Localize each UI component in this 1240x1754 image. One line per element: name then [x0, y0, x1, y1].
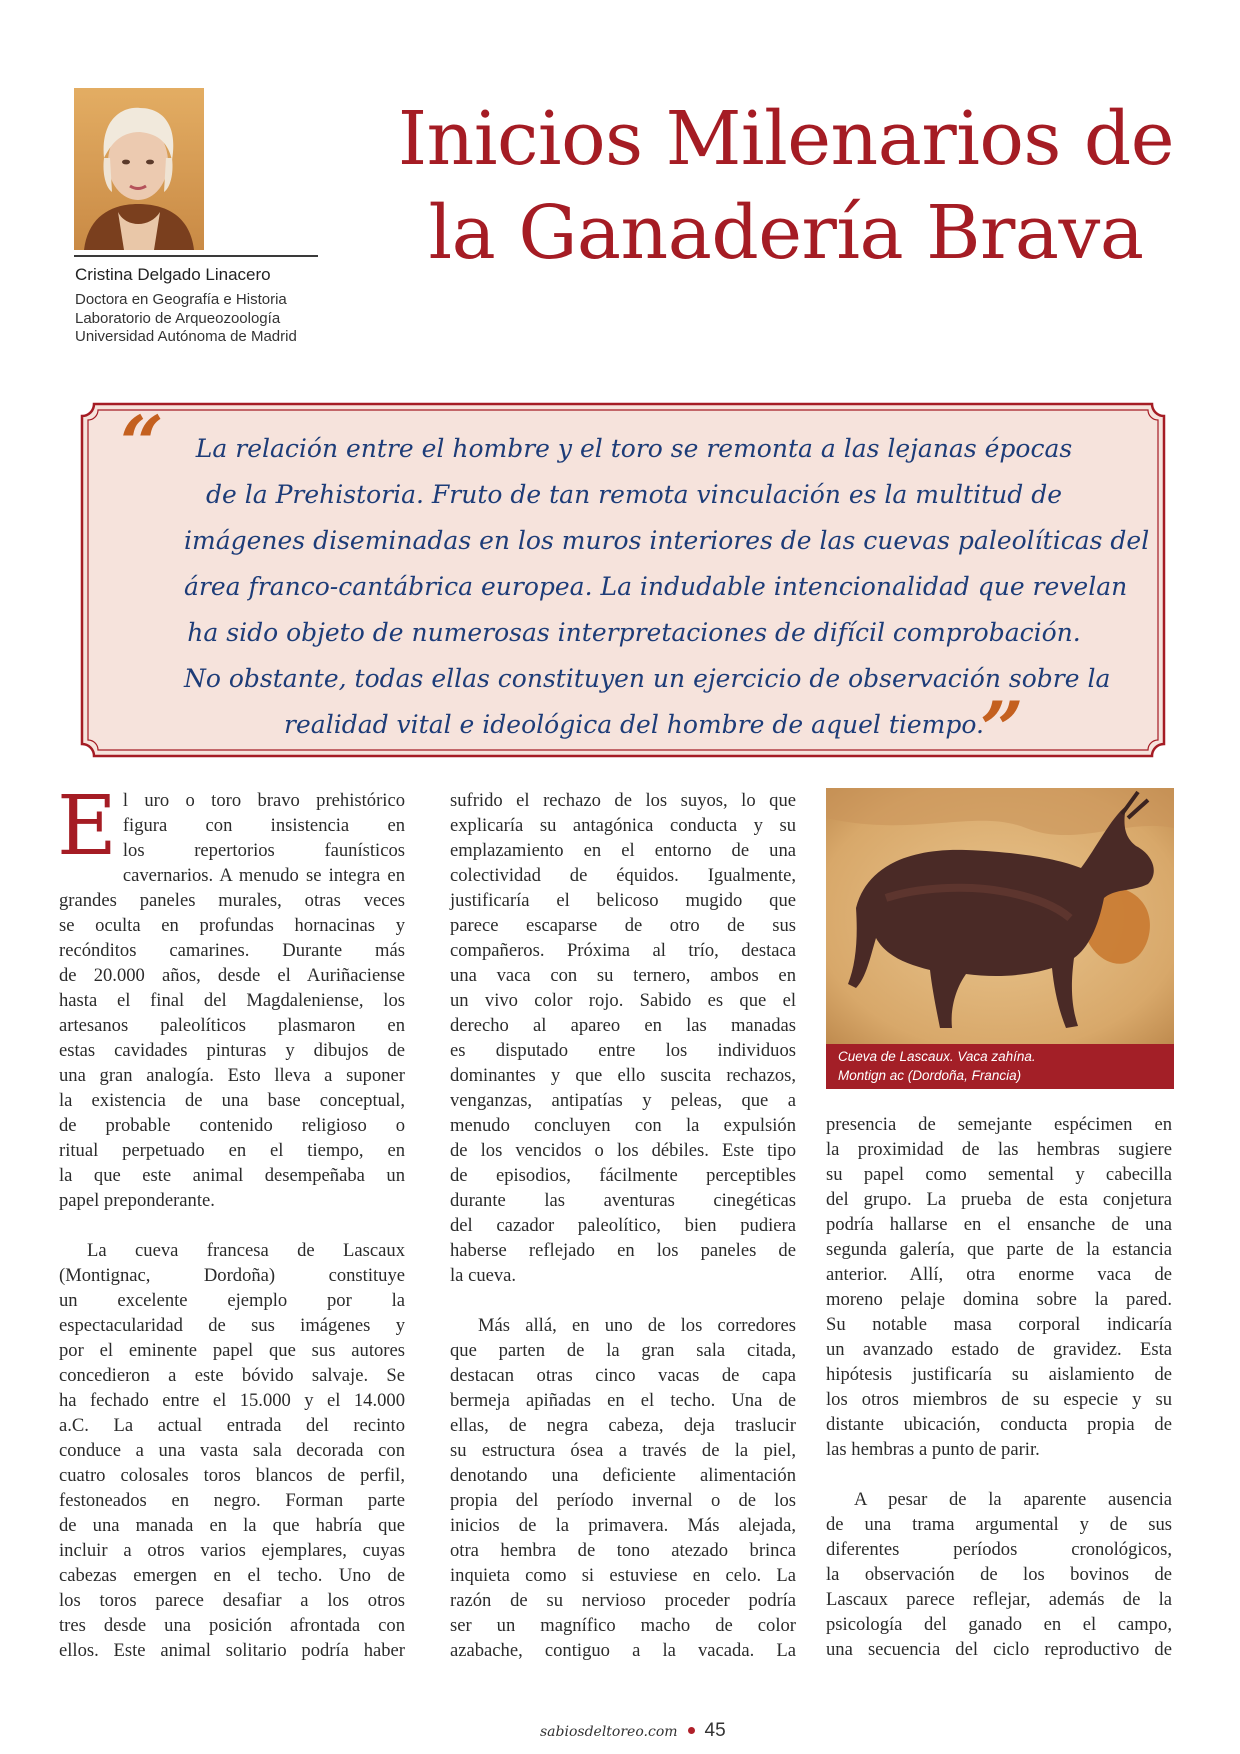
text-line: la proximidad de las hembras sugiere — [826, 1139, 1172, 1160]
quote-line: La relación entre el hombre y el toro se remonta a las lejanas épocas — [195, 434, 1073, 463]
text-line: figura con insistencia en — [122, 815, 405, 836]
text-line: propia del período invernal o de los — [450, 1490, 796, 1511]
text-line: Lascaux parece reflejar, además de la — [826, 1589, 1172, 1610]
quote-line: ha sido objeto de numerosas interpretaciones de difícil comprobación. — [187, 618, 1081, 647]
text-line: psicología del ganado en el campo, — [826, 1614, 1172, 1635]
text-line: azabache, contiguo a la vacada. La — [450, 1640, 796, 1661]
text-line: hasta el final del Magdaleniense, los — [59, 990, 405, 1011]
text-line: derecho al apareo en las manadas — [450, 1015, 796, 1036]
text-line: la que este animal desempeñaba un — [59, 1165, 405, 1186]
text-line: la existencia de una base conceptual, — [59, 1090, 405, 1111]
cave-painting-photo — [826, 788, 1174, 1044]
text-line: una gran analogía. Esto lleva a suponer — [59, 1065, 405, 1086]
text-line: por el eminente papel que sus autores — [59, 1340, 405, 1361]
text-line: concedieron a este bóvido salvaje. Se — [59, 1365, 405, 1386]
text-line: diferentes períodos cronológicos, — [826, 1539, 1172, 1560]
text-line: las hembras a punto de parir. — [826, 1439, 1040, 1460]
paragraph — [450, 1313, 796, 1663]
text-line: a.C. La actual entrada del recinto — [59, 1415, 405, 1436]
text-line: Su notable masa corporal indicaría — [826, 1314, 1172, 1335]
text-line: venganzas, antipatías y peleas, que a — [450, 1090, 796, 1111]
quote-line: No obstante, todas ellas constituyen un ejercicio de observación sobre la — [184, 664, 1111, 693]
text-line: hipótesis justificaría su aislamiento de — [826, 1364, 1172, 1385]
paragraph — [450, 788, 796, 1288]
text-line: cuatro colosales toros blancos de perfil, — [59, 1465, 405, 1486]
title-line-2: la Ganadería Brava — [428, 190, 1144, 276]
text-line: una secuencia del ciclo reproductivo de — [826, 1639, 1172, 1660]
text-line: de probable contenido religioso o — [59, 1115, 405, 1136]
quote-line: imágenes diseminadas en los muros interiores de las cuevas paleolíticas del — [184, 526, 1150, 555]
text-line: anterior. Allí, otra enorme vaca de — [826, 1264, 1172, 1285]
text-line: distante ubicación, conducta propia de — [826, 1414, 1172, 1435]
text-line: destacan otras cinco vacas de capa — [450, 1365, 796, 1386]
text-line: podría hallarse en el ensanche de una — [826, 1214, 1172, 1235]
text-line: inicios de la primavera. Más alejada, — [450, 1515, 796, 1536]
text-line: una vaca con su ternero, ambos en — [450, 965, 796, 986]
caption-line: Montign ac (Dordoña, Francia) — [838, 1068, 1022, 1083]
text-line: l uro o toro bravo prehistórico — [122, 790, 405, 811]
text-line: bermeja apiñadas en el techo. Una de — [450, 1390, 796, 1411]
text-line: menudo concluyen con la expulsión — [450, 1115, 796, 1136]
text-line: recónditos camarines. Durante más — [59, 940, 405, 961]
pull-quote-box — [74, 396, 1172, 774]
text-line: estas cavidades pinturas y dibujos de — [59, 1040, 405, 1061]
text-line: los toros parece desafiar a los otros — [59, 1590, 405, 1611]
text-line: festoneados en negro. Forman parte — [59, 1490, 405, 1511]
text-line: parece escaparse de otro de sus — [450, 915, 796, 936]
text-line: ellos. Este animal solitario podría haber — [59, 1640, 405, 1661]
body-column-2 — [450, 788, 796, 1663]
caption-line: Cueva de Lascaux. Vaca zahína. — [838, 1049, 1036, 1064]
text-line: espectacularidad de sus imágenes y — [59, 1315, 405, 1336]
quote-line: realidad vital e ideológica del hombre de aquel tiempo. — [284, 710, 984, 739]
paragraph — [826, 1487, 1172, 1662]
text-line: Más allá, en uno de los corredores — [478, 1315, 796, 1336]
text-line: moreno pelaje domina sobre la pared. — [826, 1289, 1172, 1310]
text-line: justificaría el belicoso mugido que — [450, 890, 796, 911]
text-line: durante las aventuras cinegéticas — [450, 1190, 796, 1211]
text-line: ha fechado entre el 15.000 y el 14.000 — [59, 1390, 405, 1411]
site-name: sabiosdeltoreo.com — [540, 1724, 678, 1740]
pull-quote-text — [184, 426, 1150, 748]
quote-line: área franco-cantábrica europea. La indudable intencionalidad que revelan — [184, 572, 1128, 601]
text-line: La cueva francesa de Lascaux — [87, 1240, 405, 1261]
author-photo — [74, 88, 204, 250]
paragraph — [826, 1112, 1172, 1462]
text-line: razón de su nervioso proceder podría — [450, 1590, 796, 1611]
page-footer — [540, 1720, 726, 1744]
text-line: haberse reflejado en los paneles de — [450, 1240, 796, 1261]
text-line: un avanzado estado de gravidez. Esta — [826, 1339, 1172, 1360]
paragraph — [59, 1238, 405, 1663]
page-number: 45 — [704, 1720, 726, 1741]
text-line: se oculta en profundas hornacinas y — [59, 915, 405, 936]
drop-cap: E — [57, 779, 117, 874]
text-line: del cazador paleolítico, bien pudiera — [450, 1215, 796, 1236]
text-line: los repertorios faunísticos — [122, 840, 405, 861]
text-line: presencia de semejante espécimen en — [826, 1114, 1172, 1135]
affiliation-line: Laboratorio de Arqueozoología — [75, 309, 281, 327]
text-line: ellas, de negra cabeza, deja traslucir — [450, 1415, 796, 1436]
text-line: su papel como semental y cabecilla — [826, 1164, 1172, 1185]
text-line: papel preponderante. — [59, 1190, 215, 1211]
text-line: sufrido el rechazo de los suyos, lo que — [450, 790, 796, 811]
text-line: colectividad de équidos. Igualmente, — [450, 865, 796, 886]
text-line: grandes paneles murales, otras veces — [59, 890, 405, 911]
text-line: la observación de los bovinos de — [826, 1564, 1172, 1585]
text-line: ser un magnífico macho de color — [450, 1615, 796, 1636]
text-line: artesanos paleolíticos plasmaron en — [59, 1015, 405, 1036]
text-line: incluir a otros varios ejemplares, cuyas — [59, 1540, 405, 1561]
text-line: (Montignac, Dordoña) constituye — [59, 1265, 405, 1286]
body-column-3 — [826, 1112, 1172, 1662]
text-line: conduce a una vasta sala decorada con — [59, 1440, 405, 1461]
text-line: cavernarios. A menudo se integra en — [122, 865, 405, 886]
body-column-1 — [57, 779, 405, 1663]
text-line: de una manada en la que habría que — [59, 1515, 405, 1536]
text-line: un excelente ejemplo por la — [59, 1290, 405, 1311]
text-line: emplazamiento en el entorno de una — [450, 840, 796, 861]
text-line: del grupo. La prueba de esta conjetura — [826, 1189, 1172, 1210]
text-line: explicaría su antagónica conducta y su — [450, 815, 796, 836]
text-line: dominantes y que ello suscita rechazos, — [450, 1065, 796, 1086]
text-line: su estructura ósea a través de la piel, — [450, 1440, 796, 1461]
text-line: es disputado entre los individuos — [450, 1040, 796, 1061]
text-line: de los vencidos o los débiles. Este tipo — [450, 1140, 796, 1161]
title-line-1: Inicios Milenarios de — [397, 96, 1175, 182]
text-line: de 20.000 años, desde el Auriñaciense — [59, 965, 405, 986]
footer-bullet — [688, 1727, 695, 1734]
text-line: ritual perpetuado en el tiempo, en — [59, 1140, 405, 1161]
author-divider — [74, 255, 318, 257]
text-line: otra hembra de tono atezado brinca — [450, 1540, 796, 1561]
author-affiliation — [75, 291, 297, 347]
text-line: un vivo color rojo. Sabido es que el — [450, 990, 796, 1011]
text-line: segunda galería, que parte de la estancia — [826, 1239, 1172, 1260]
article-title — [396, 92, 1176, 280]
affiliation-line: Universidad Autónoma de Madrid — [75, 328, 297, 345]
author-name: Cristina Delgado Linacero — [75, 265, 271, 284]
text-line: de una trama argumental y de sus — [826, 1514, 1172, 1535]
text-line: A pesar de la aparente ausencia — [854, 1489, 1172, 1510]
text-line: de episodios, fácilmente perceptibles — [450, 1165, 796, 1186]
text-line: la cueva. — [450, 1265, 517, 1286]
text-line: que parten de la gran sala citada, — [450, 1340, 796, 1361]
text-line: cabezas emergen en el techo. Uno de — [59, 1565, 405, 1586]
text-line: los otros miembros de su especie y su — [826, 1389, 1172, 1410]
text-line: inquieta como si estuviese en celo. La — [450, 1565, 796, 1586]
photo-caption — [826, 1044, 1174, 1089]
text-line: compañeros. Próxima al trío, destaca — [450, 940, 796, 961]
text-line: denotando una deficiente alimentación — [450, 1465, 796, 1486]
affiliation-line: Doctora en Geografía e Historia — [75, 291, 287, 308]
close-quote-mark: ” — [980, 685, 1024, 774]
open-quote-mark: “ — [120, 399, 164, 488]
text-line: tres desde una posición afrontada con — [59, 1615, 405, 1636]
quote-line: de la Prehistoria. Fruto de tan remota vinculación es la multitud de — [206, 480, 1062, 509]
